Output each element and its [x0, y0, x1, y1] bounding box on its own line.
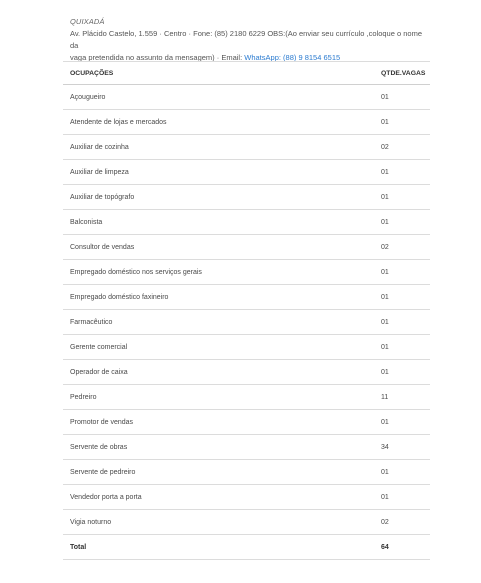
total-label: Total — [70, 543, 87, 551]
address-text-2: vaga pretendida no assunto da mensagem) · Email: — [70, 53, 245, 62]
occupation-name: Vigia noturno — [70, 518, 112, 526]
whatsapp-link[interactable]: WhatsApp: (88) 9 8154 6515 — [244, 53, 341, 62]
vacancy-count: 01 — [381, 268, 389, 276]
vacancy-count: 01 — [381, 218, 389, 226]
vacancy-count: 01 — [381, 193, 389, 201]
table-row — [63, 385, 430, 410]
occupation-name: Açougueiro — [70, 93, 106, 101]
table-row — [63, 510, 430, 535]
vacancy-count: 01 — [381, 493, 389, 501]
vacancy-count: 01 — [381, 93, 389, 101]
vacancy-count: 11 — [381, 393, 389, 401]
occupation-name: Auxiliar de cozinha — [70, 143, 129, 151]
occupation-name: Consultor de vendas — [70, 243, 135, 251]
table-row — [63, 335, 430, 360]
table-row — [63, 135, 430, 160]
vacancy-count: 01 — [381, 468, 389, 476]
table-header-row — [63, 62, 430, 85]
table-row — [63, 460, 430, 485]
occupation-name: Empregado doméstico nos serviços gerais — [70, 268, 202, 276]
vacancy-count: 01 — [381, 168, 389, 176]
occupation-name: Gerente comercial — [70, 343, 128, 351]
table-row — [63, 235, 430, 260]
occupation-name: Atendente de lojas e mercados — [70, 118, 167, 126]
occupation-name: Servente de obras — [70, 443, 128, 451]
city-title: QUIXADÁ — [70, 17, 105, 26]
vacancy-count: 01 — [381, 318, 389, 326]
vacancy-count: 01 — [381, 418, 389, 426]
vacancy-count: 01 — [381, 343, 389, 351]
location-header — [70, 16, 430, 64]
occupation-name: Servente de pedreiro — [70, 468, 136, 476]
vacancy-count: 02 — [381, 143, 389, 151]
vacancies-table — [63, 61, 430, 560]
occupation-name: Vendedor porta a porta — [70, 493, 142, 501]
vacancy-count: 34 — [381, 443, 389, 451]
table-row — [63, 110, 430, 135]
occupation-name: Auxiliar de topógrafo — [70, 193, 135, 201]
column-header-quantity: QTDE.VAGAS — [381, 69, 426, 77]
vacancy-count: 02 — [381, 243, 389, 251]
table-row — [63, 410, 430, 435]
occupation-name: Promotor de vendas — [70, 418, 134, 426]
total-quantity: 64 — [381, 543, 389, 551]
occupation-name: Operador de caixa — [70, 368, 128, 376]
column-header-occupations: OCUPAÇÕES — [70, 69, 114, 77]
table-row — [63, 360, 430, 385]
address-text-1: Av. Plácido Castelo, 1.559 · Centro · Fone: (85) 2180 6229 OBS:(Ao enviar seu currículo ,coloque o nome da — [70, 29, 422, 50]
table-row — [63, 85, 430, 110]
occupation-name: Balconista — [70, 218, 103, 226]
occupation-name: Farmacêutico — [70, 318, 113, 326]
table-row — [63, 185, 430, 210]
occupation-name: Empregado doméstico faxineiro — [70, 293, 169, 301]
table-total-row — [63, 535, 430, 560]
table-row — [63, 160, 430, 185]
table-body — [63, 85, 430, 535]
vacancy-count: 02 — [381, 518, 389, 526]
table-row — [63, 210, 430, 235]
table-row — [63, 285, 430, 310]
occupation-name: Pedreiro — [70, 393, 97, 401]
occupation-name: Auxiliar de limpeza — [70, 168, 129, 176]
vacancy-count: 01 — [381, 293, 389, 301]
vacancy-count: 01 — [381, 368, 389, 376]
address-line — [70, 28, 430, 64]
table-row — [63, 310, 430, 335]
vacancy-count: 01 — [381, 118, 389, 126]
table-row — [63, 435, 430, 460]
table-row — [63, 485, 430, 510]
table-row — [63, 260, 430, 285]
